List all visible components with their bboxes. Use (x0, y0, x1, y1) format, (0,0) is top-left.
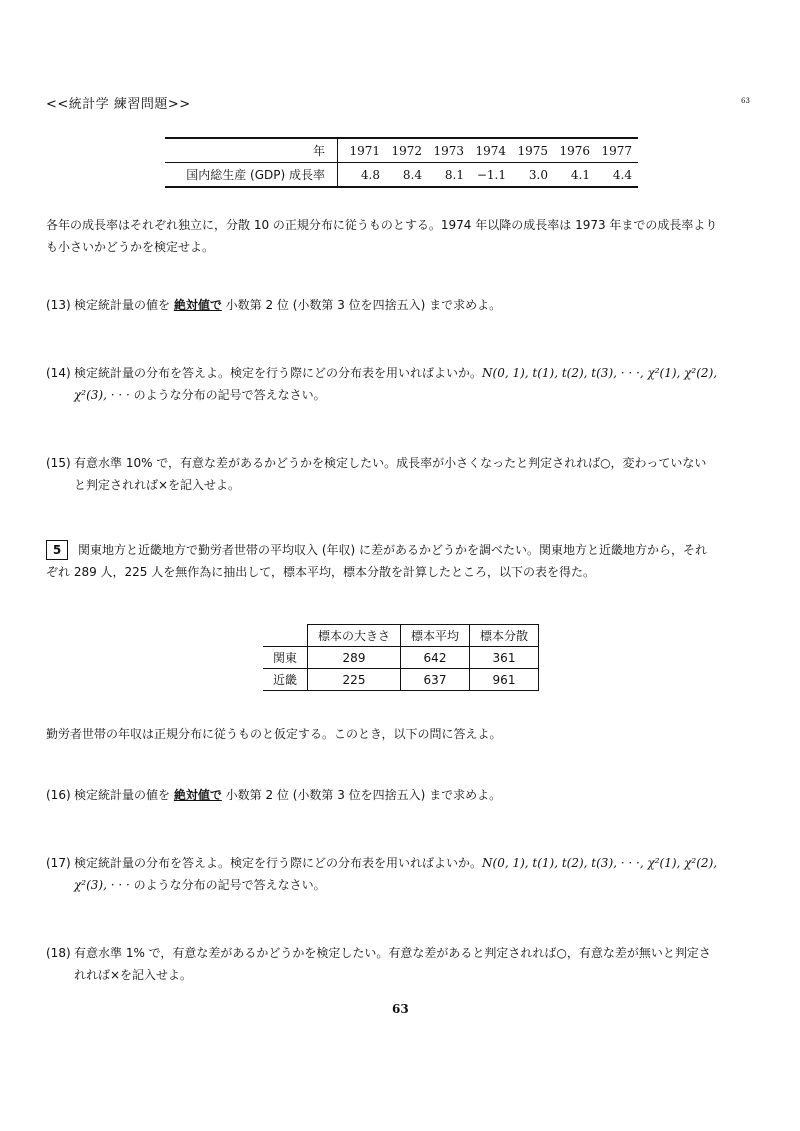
rate-cell: 8.1 (422, 163, 464, 188)
table-header-row (263, 625, 539, 647)
rate-cell: 4.8 (338, 163, 381, 188)
question-text-cont: のような分布の記号で答えなさい。 (129, 878, 326, 892)
question-13 (46, 294, 758, 316)
question-text: 有意水準 10% で，有意な差があるかどうかを検定したい。成長率が小さくなったと判定されれば○，変わっていない (74, 456, 707, 470)
page-header-title: <<統計学 練習問題>> (46, 97, 191, 112)
column-header: 標本分散 (470, 625, 539, 647)
question-emphasis: 絶対値で (173, 788, 222, 802)
table-cell: 637 (401, 669, 470, 691)
question-emphasis: 絶対値で (173, 298, 222, 312)
year-cell: 1974 (464, 138, 506, 163)
section-5-line-2: ぞれ 289 人，225 人を無作為に抽出して，標本平均，標本分散を計算したところ，以下の表を得た。 (46, 565, 596, 579)
year-cell: 1971 (338, 138, 381, 163)
rate-cell: 3.0 (506, 163, 548, 188)
question-text-pre: 検定統計量の値を (74, 298, 174, 312)
distribution-list: N(0, 1), t(1), t(2), t(3), · · ·, χ²(1), χ²(2), (482, 366, 718, 380)
empty-corner-cell (263, 625, 308, 647)
question-16 (46, 784, 758, 806)
sample-statistics-table (263, 624, 539, 691)
table-row-years (165, 138, 638, 163)
question-text-post: 小数第 2 位 (小数第 3 位を四捨五入) まで求めよ。 (221, 788, 502, 802)
question-18 (46, 942, 758, 986)
table-row (263, 669, 539, 691)
question-text: 有意水準 1% で，有意な差があるかどうかを検定したい。有意な差があると判定されれば○，有意な差が無いと判定さ (74, 946, 711, 960)
gdp-growth-table (165, 137, 638, 188)
rate-label: 国内総生産 (GDP) 成長率 (165, 163, 338, 188)
row-label: 近畿 (263, 669, 308, 691)
rate-cell: 4.4 (590, 163, 638, 188)
year-label: 年 (165, 138, 338, 163)
intro-line-1: 各年の成長率はそれぞれ独立に，分散 10 の正規分布に従うものとする。1974 年以降の成長率は 1973 年までの成長率より (46, 218, 718, 232)
section-5-line-1: 関東地方と近畿地方で勤労者世帯の平均収入 (年収) に差があるかどうかを調べたい。関東地方と近畿地方から，それ (78, 543, 707, 557)
page-number: 63 (392, 1002, 409, 1016)
question-number: (18) (46, 946, 71, 960)
year-cell: 1972 (380, 138, 422, 163)
rate-cell: 8.4 (380, 163, 422, 188)
table-row-rates (165, 163, 638, 188)
question-number: (15) (46, 456, 71, 470)
question-text-pre: 検定統計量の値を (74, 788, 174, 802)
row-label: 関東 (263, 647, 308, 669)
header-page-number: 63 (741, 97, 750, 105)
year-cell: 1973 (422, 138, 464, 163)
question-text-cont: れれば×を記入せよ。 (74, 968, 193, 982)
assumption-text: 勤労者世帯の年収は正規分布に従うものと仮定する。このとき，以下の問に答えよ。 (46, 727, 502, 741)
section-number-box: 5 (46, 540, 68, 560)
year-cell: 1976 (548, 138, 590, 163)
question-number: (14) (46, 366, 71, 380)
question-number: (16) (46, 788, 71, 802)
question-15 (46, 452, 758, 496)
question-text-post: 小数第 2 位 (小数第 3 位を四捨五入) まで求めよ。 (221, 298, 502, 312)
table-cell: 225 (308, 669, 401, 691)
question-14 (46, 362, 758, 406)
distribution-list-cont: χ²(3), · · · (74, 878, 130, 892)
table-cell: 361 (470, 647, 539, 669)
question-text-cont: のような分布の記号で答えなさい。 (129, 388, 326, 402)
rate-cell: −1.1 (464, 163, 506, 188)
question-17 (46, 852, 758, 896)
intro-paragraph (46, 214, 756, 258)
question-number: (13) (46, 298, 71, 312)
table-row (263, 647, 539, 669)
intro-line-2: も小さいかどうかを検定せよ。 (46, 240, 215, 254)
distribution-list-cont: χ²(3), · · · (74, 388, 130, 402)
column-header: 標本の大きさ (308, 625, 401, 647)
table-cell: 289 (308, 647, 401, 669)
question-number: (17) (46, 856, 71, 870)
rate-cell: 4.1 (548, 163, 590, 188)
column-header: 標本平均 (401, 625, 470, 647)
table-cell: 642 (401, 647, 470, 669)
question-text: 検定統計量の分布を答えよ。検定を行う際にどの分布表を用いればよいか。 (74, 856, 483, 870)
year-cell: 1975 (506, 138, 548, 163)
year-cell: 1977 (590, 138, 638, 163)
question-text-cont: と判定されれば×を記入せよ。 (74, 478, 241, 492)
section-5-intro (46, 539, 756, 583)
distribution-list: N(0, 1), t(1), t(2), t(3), · · ·, χ²(1), χ²(2), (482, 856, 718, 870)
question-text: 検定統計量の分布を答えよ。検定を行う際にどの分布表を用いればよいか。 (74, 366, 483, 380)
table-cell: 961 (470, 669, 539, 691)
